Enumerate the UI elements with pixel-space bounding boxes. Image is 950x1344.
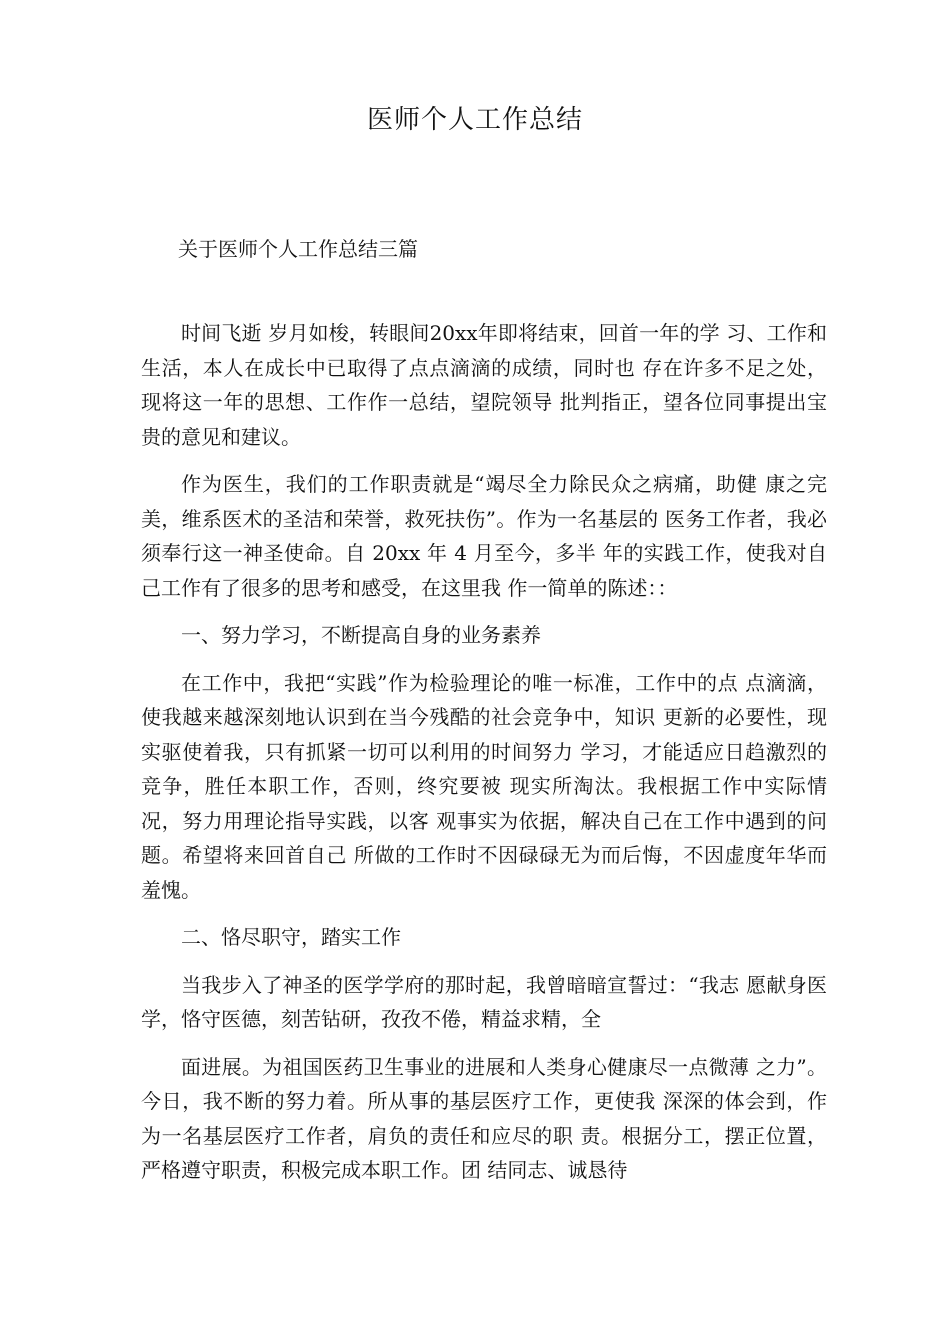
document-title: 医师个人工作总结: [366, 105, 583, 135]
document-subtitle: 关于医师个人工作总结三篇: [178, 237, 418, 261]
paragraph-work: 面进展。为祖国医药卫生事业的进展和人类身心健康尽一点微薄 之力”。今日，我不断的努力着。所从事的基层医疗工作，更使我 深深的体会到，作为一名基层医疗工作者，肩负的责任和应尽的职 责。根据分工，摆正位置，严格遵守职责，积极完成本职工作。团 结同志、诚恳待: [141, 1054, 827, 1182]
paragraph-duty: 作为医生，我们的工作职责就是“竭尽全力除民众之病痛，助健 康之完美，维系医术的圣洁和荣誉，救死扶伤”。作为一名基层的 医务工作者，我必须奉行这一神圣使命。自 20xx 年 4 月至今，多半 年的实践工作，使我对自己工作有了很多的思考和感受，在这里我 作一简单的陈述：：: [141, 472, 827, 600]
paragraph-study: 在工作中，我把“实践”作为检验理论的唯一标准，工作中的点 点滴滴，使我越来越深刻地认识到在当今残酷的社会竞争中，知识 更新的必要性，现实驱使着我，只有抓紧一切可以利用的时间努力 学习，才能适应日趋激烈的竞争，胜任本职工作，否则，终究要被 现实所淘汰。我根据工作中实际情况，努力用理论指导实践，以客 观事实为依据，解决自己在工作中遇到的问题。希望将来回首自己 所做的工作时不因碌碌无为而后悔，不因虚度年华而羞愧。: [141, 670, 827, 902]
paragraph-intro: 时间飞逝 岁月如梭，转眼间20xx年即将结束，回首一年的学 习、工作和生活，本人在成长中已取得了点点滴滴的成绩，同时也 存在许多不足之处，现将这一年的思想、工作作一总结，望院领导 批判指正，望各位同事提出宝贵的意见和建议。: [141, 321, 827, 449]
paragraph-oath: 当我步入了神圣的医学学府的那时起，我曾暗暗宣誓过：“我志 愿献身医学，恪守医德，刻苦钻研，孜孜不倦，精益求精，全: [141, 972, 827, 1031]
document-body: [141, 316, 827, 1201]
section-heading-2: 二、恪尽职守，踏实工作: [181, 925, 401, 949]
section-heading-1: 一、努力学习，不断提高自身的业务素养: [181, 623, 541, 647]
